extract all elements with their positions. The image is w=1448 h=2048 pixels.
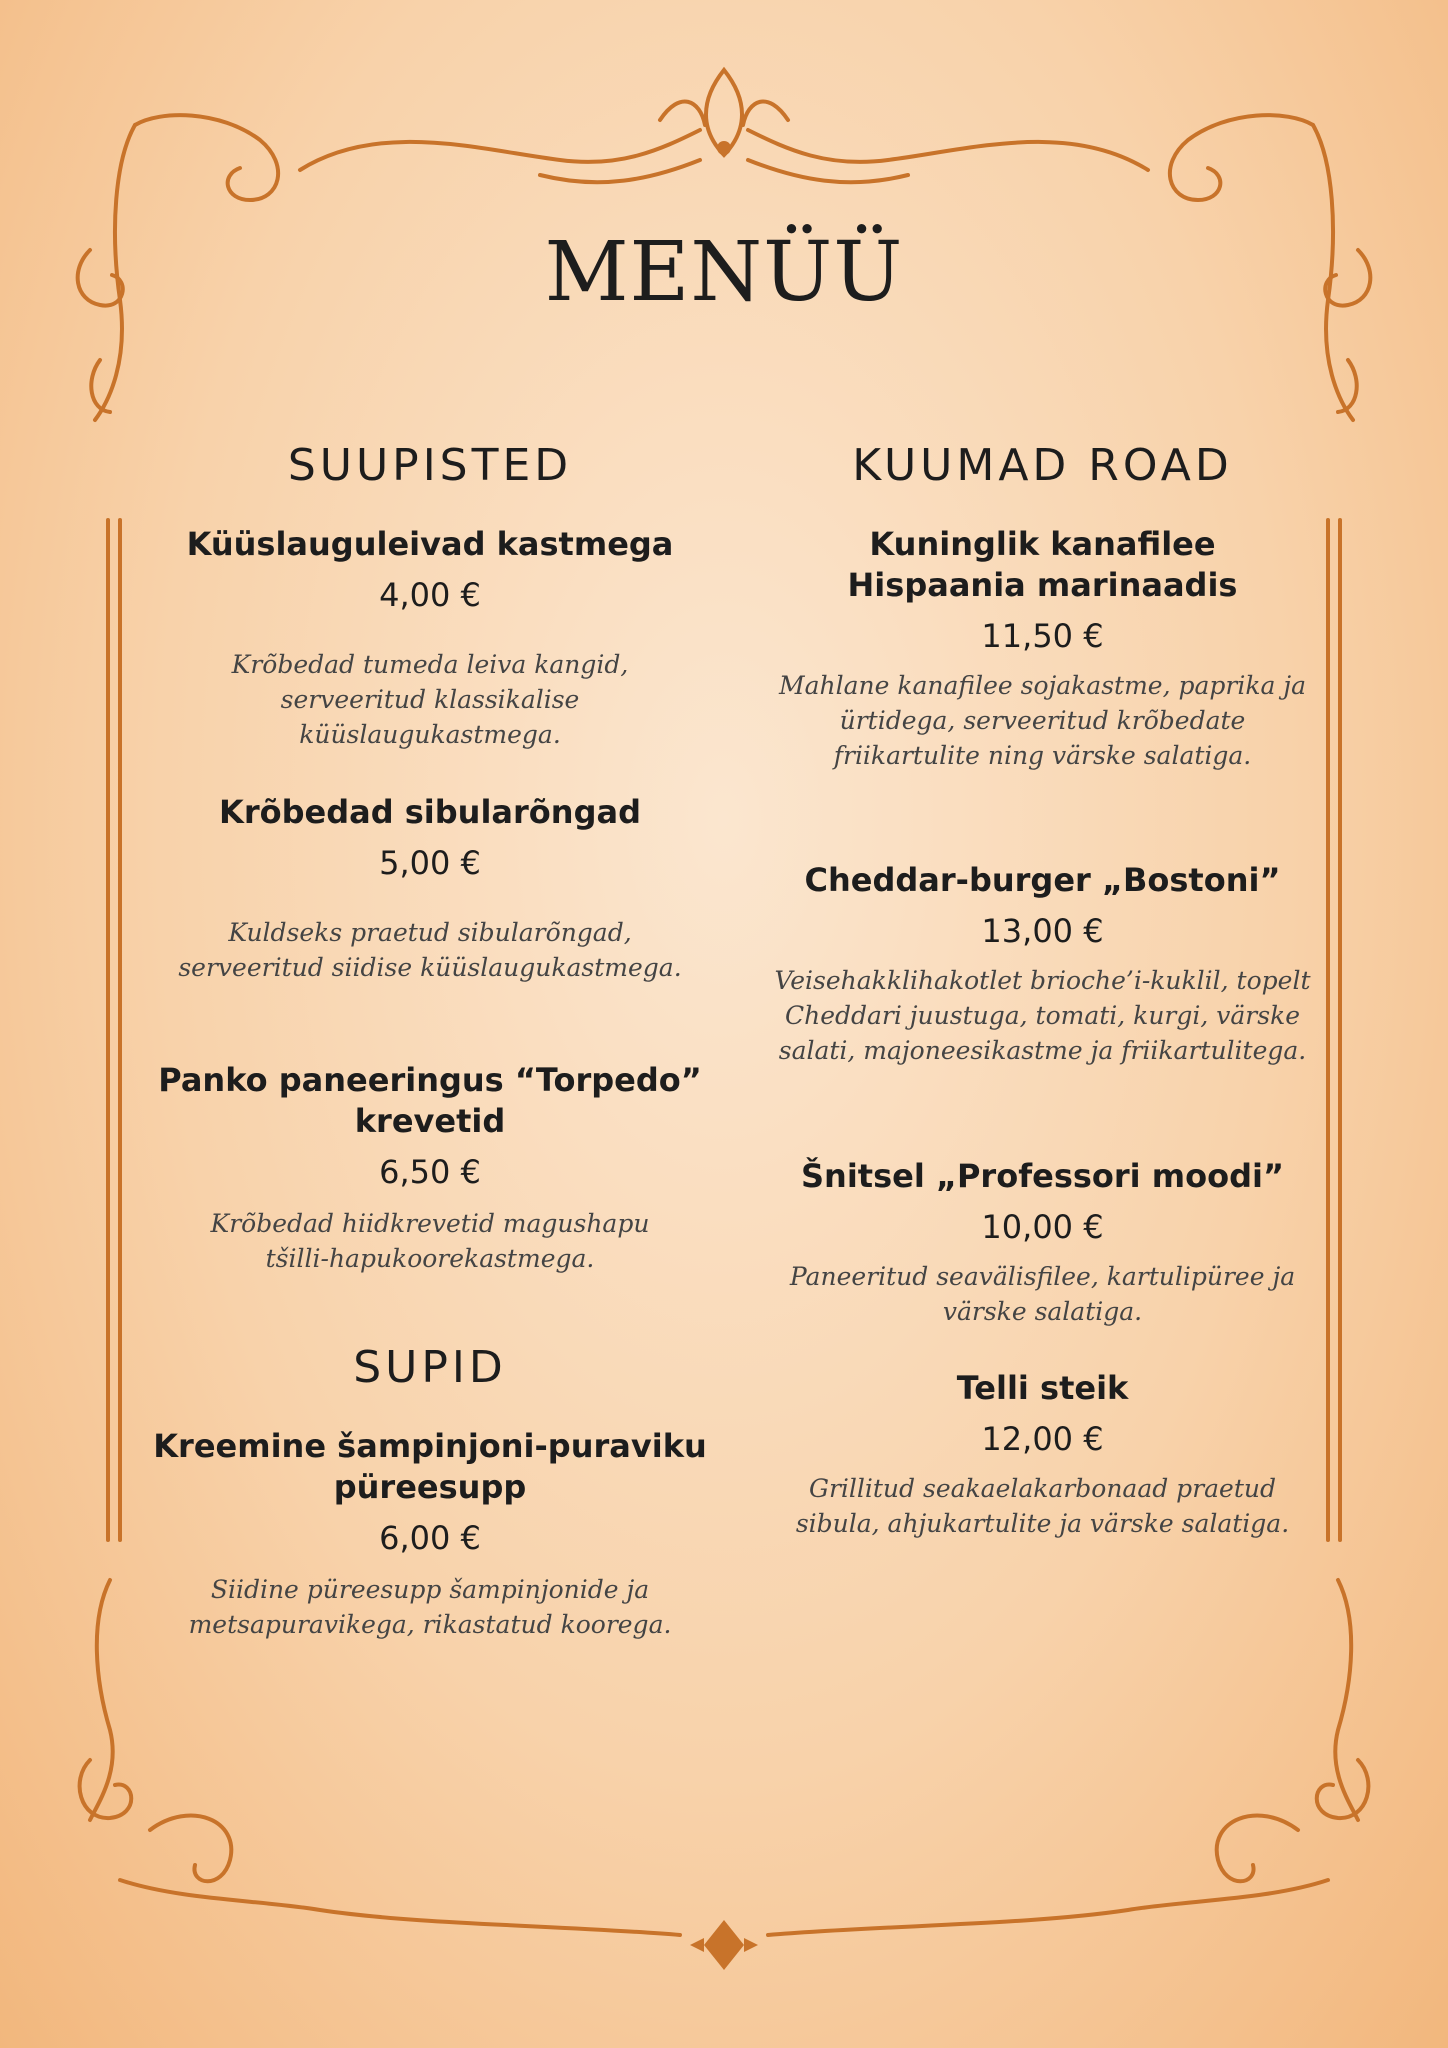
item-price: 5,00 € xyxy=(379,844,481,882)
item-name: Telli steik xyxy=(956,1369,1129,1407)
item-price: 10,00 € xyxy=(981,1208,1104,1246)
item-price: 6,50 € xyxy=(379,1153,481,1191)
menu-item xyxy=(135,1426,725,1642)
item-description: Siidine püreesupp šampinjonide ja metsapuravikega, rikastatud koorega. xyxy=(188,1575,672,1639)
right-column xyxy=(755,0,1330,2048)
item-price: 11,50 € xyxy=(981,617,1104,655)
menu-item xyxy=(755,1368,1330,1541)
item-name: Kreemine šampinjoni-puraviku püreesupp xyxy=(153,1427,707,1506)
menu-item xyxy=(755,860,1330,1068)
item-name: Kuninglik kanafilee Hispaania marinaadis xyxy=(847,525,1238,604)
item-name: Panko paneeringus “Torpedo” krevetid xyxy=(158,1061,702,1140)
menu-item xyxy=(135,792,725,985)
item-name: Cheddar-burger „Bostoni” xyxy=(804,861,1281,899)
item-name: Šnitsel „Professori moodi” xyxy=(800,1157,1284,1195)
section-heading-suupisted: SUUPISTED xyxy=(287,440,573,491)
item-price: 12,00 € xyxy=(981,1420,1104,1458)
item-description: Kuldseks praetud sibularõngad, serveeritud siidise küüslaugukastmega. xyxy=(178,918,682,982)
menu-item xyxy=(135,1060,725,1276)
item-description: Mahlane kanafilee sojakastme, paprika ja ürtidega, serveeritud krõbedate friikartulite ning värske salatiga. xyxy=(779,671,1306,770)
section-heading-supid: SUPID xyxy=(353,1342,507,1393)
item-description: Krõbedad tumeda leiva kangid, serveeritud klassikalise küüslaugukastmega. xyxy=(231,650,629,749)
item-name: Krõbedad sibularõngad xyxy=(219,793,641,831)
item-description: Paneeritud seavälisfilee, kartulipüree ja värske salatiga. xyxy=(789,1262,1296,1326)
menu-item xyxy=(135,524,725,752)
menu-item xyxy=(755,524,1330,773)
item-name: Küüslauguleivad kastmega xyxy=(186,525,674,563)
page-title: MENÜÜ xyxy=(544,225,904,320)
item-price: 4,00 € xyxy=(379,576,481,614)
item-description: Veisehakklihakotlet brioche’i-kuklil, topelt Cheddari juustuga, tomati, kurgi, värske salati, majoneesikastme ja friikartulitega. xyxy=(774,966,1311,1065)
item-price: 13,00 € xyxy=(981,912,1104,950)
menu-item xyxy=(755,1156,1330,1329)
item-description: Krõbedad hiidkrevetid magushapu tšilli-hapukoorekastmega. xyxy=(210,1209,650,1273)
item-price: 6,00 € xyxy=(379,1519,481,1557)
section-heading-kuumad-road: KUUMAD ROAD xyxy=(852,440,1233,491)
item-description: Grillitud seakaelakarbonaad praetud sibula, ahjukartulite ja värske salatiga. xyxy=(795,1474,1290,1538)
left-column xyxy=(135,0,725,2048)
